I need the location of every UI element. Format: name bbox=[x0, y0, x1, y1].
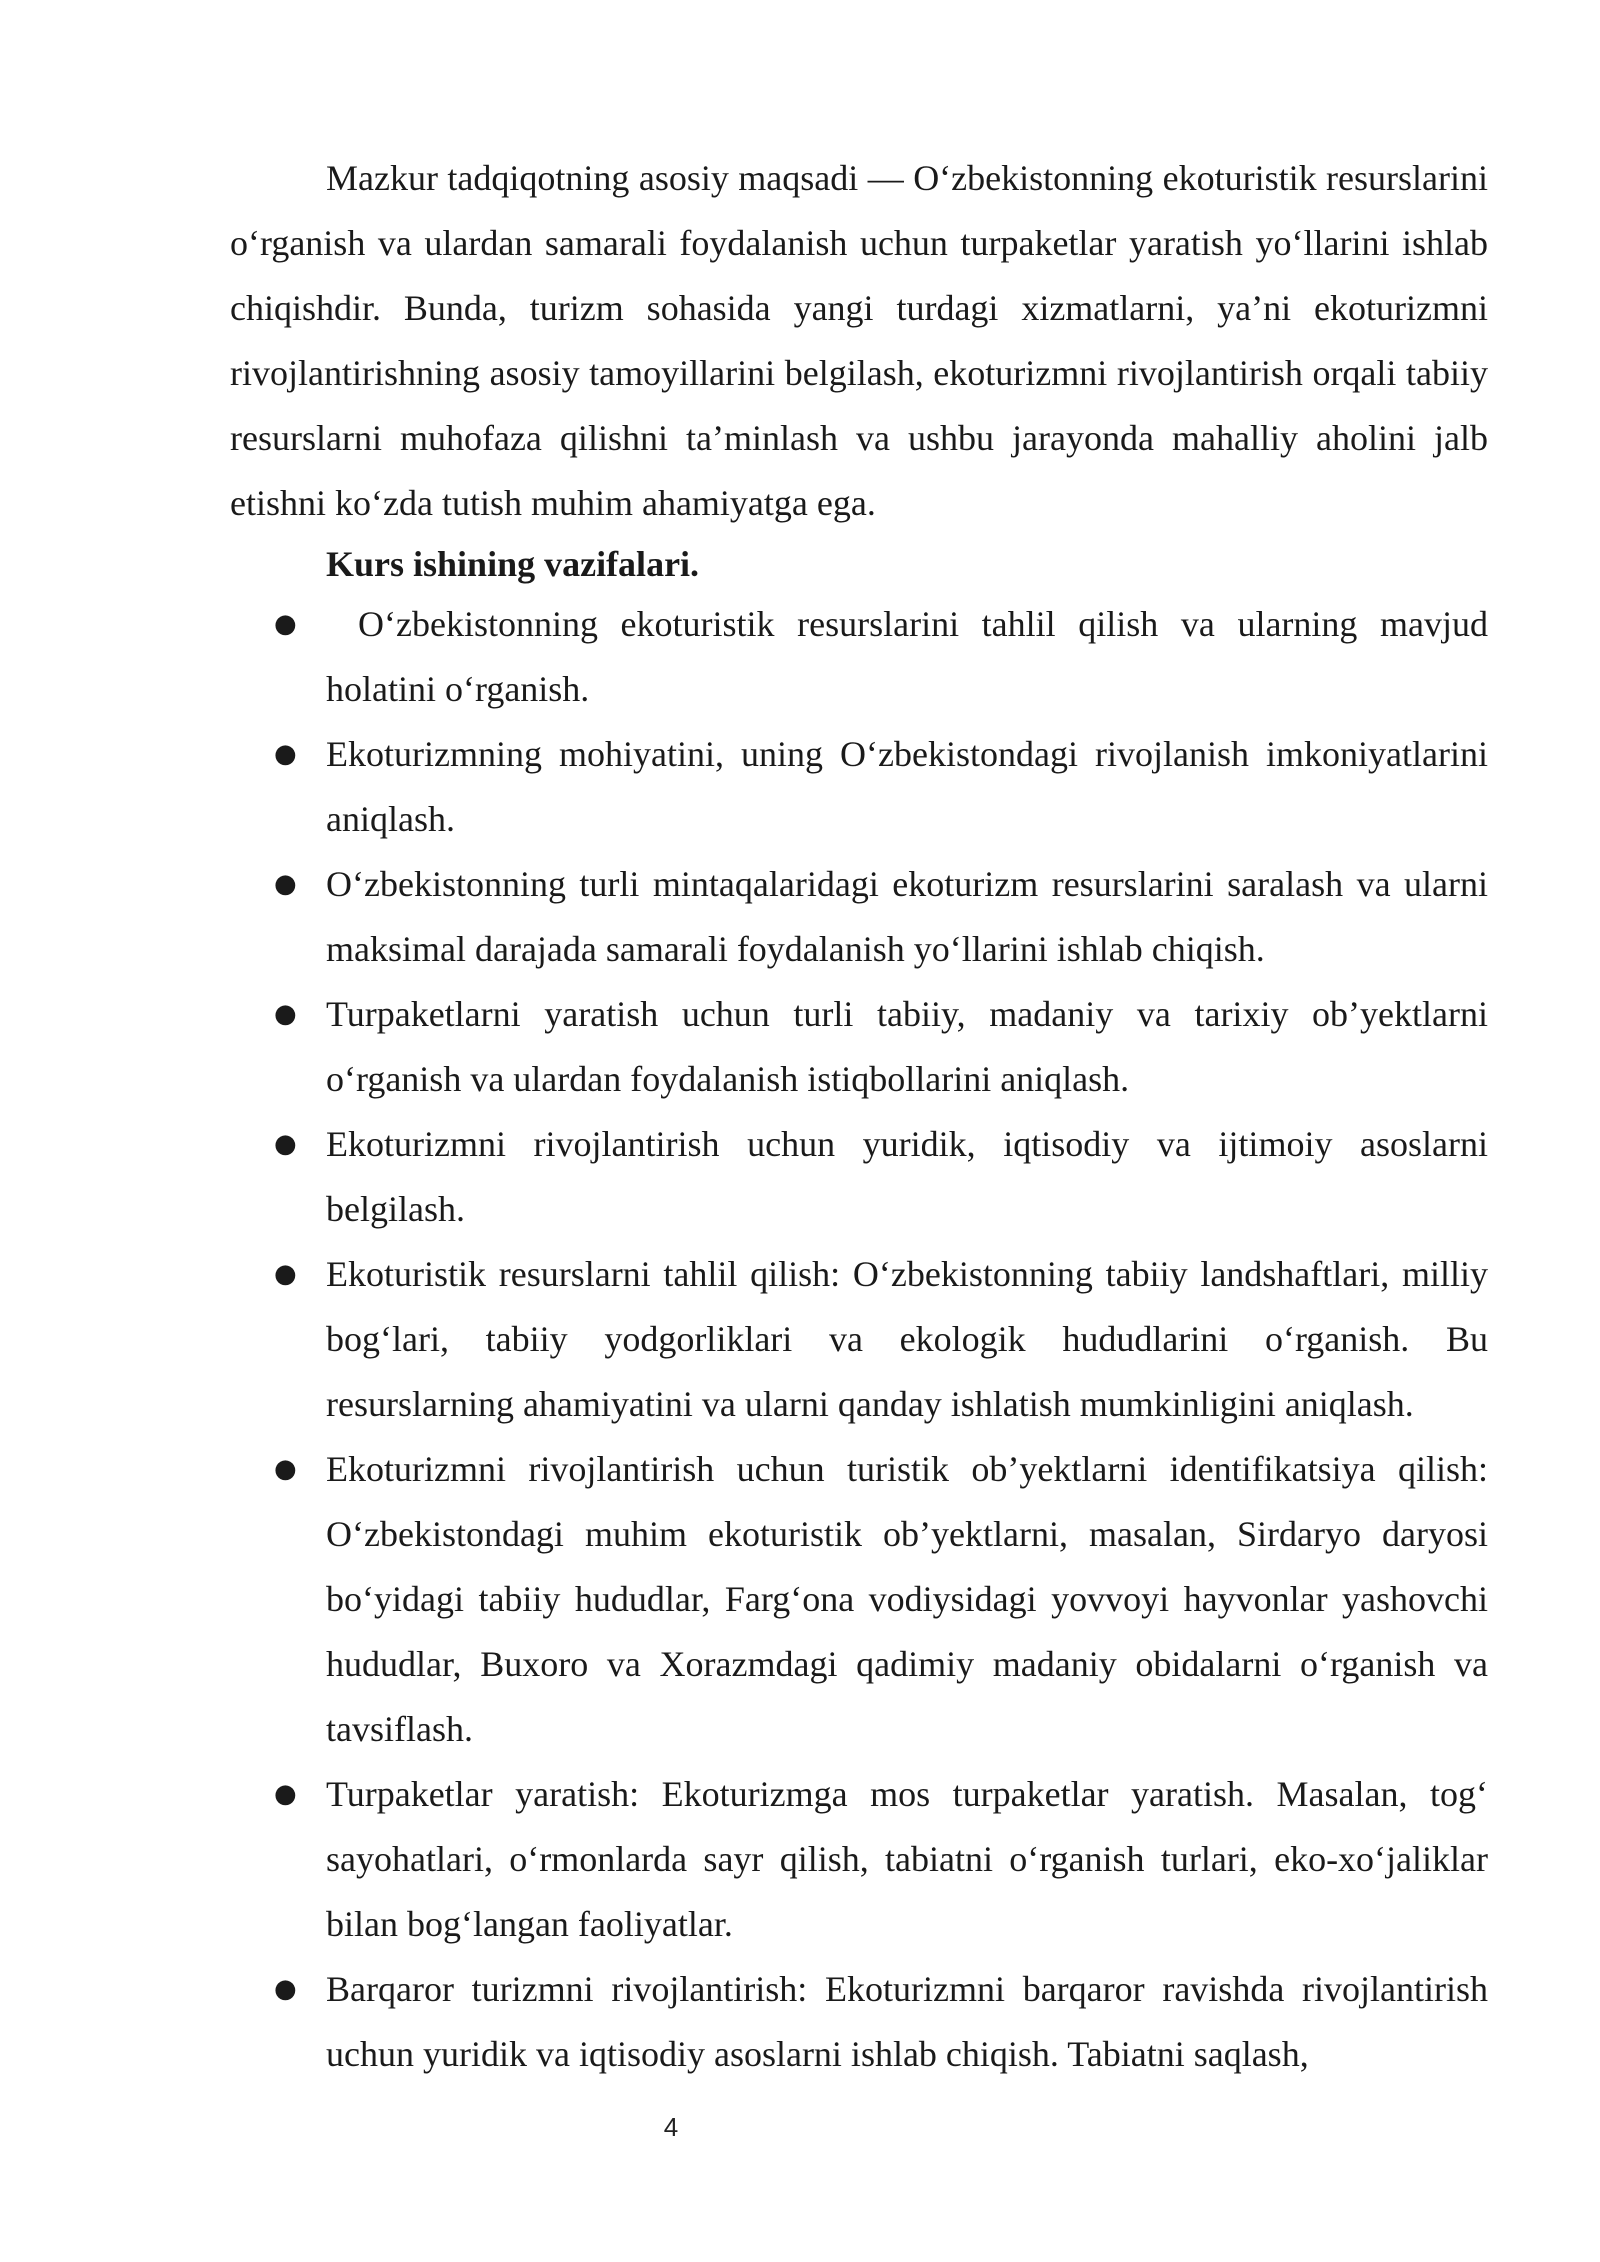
bullet-icon: ● bbox=[274, 609, 297, 639]
bullet-icon: ● bbox=[274, 1779, 297, 1809]
list-item-text: Turpaketlarni yaratish uchun turli tabiiy, madaniy va tarixiy ob’yektlarni o‘rganish va ulardan foydalanish istiqbollarini aniqlash. bbox=[326, 994, 1488, 1099]
list-item bbox=[230, 1242, 1488, 1437]
list-item bbox=[230, 852, 1488, 982]
list-item-text: Ekoturizmning mohiyatini, uning O‘zbekistondagi rivojlanish imkoniyatlarini aniqlash. bbox=[326, 734, 1488, 839]
tasks-list bbox=[230, 592, 1488, 2087]
bullet-icon: ● bbox=[274, 739, 297, 769]
intro-paragraph: Mazkur tadqiqotning asosiy maqsadi — O‘zbekistonning ekoturistik resurslarini o‘rganish va ulardan samarali foydalanish uchun turpaketlar yaratish yo‘llarini ishlab chiqishdir. Bunda, turizm sohasida yangi turdagi xizmatlarni, ya’ni ekoturizmni rivojlantirishning asosiy tamoyillarini belgilash, ekoturizmni rivojlantirish orqali tabiiy resurslarni muhofaza qilishni ta’minlash va ushbu jarayonda mahalliy aholini jalb etishni ko‘zda tutish muhim ahamiyatga ega. bbox=[230, 158, 1488, 523]
list-item bbox=[230, 982, 1488, 1112]
list-item-text: Ekoturizmni rivojlantirish uchun turistik ob’yektlarni identifikatsiya qilish: O‘zbekistondagi muhim ekoturistik ob’yektlarni, masalan, Sirdaryo daryosi bo‘yidagi tabiiy hududlar, Farg‘ona vodiysidagi yovvoyi hayvonlar yashovchi hududlar, Buxoro va Xorazmdagi qadimiy madaniy obidalarni o‘rganish va tavsiflash. bbox=[326, 1449, 1488, 1749]
list-item-text: O‘zbekistonning ekoturistik resurslarini tahlil qilish va ularning mavjud holatini o‘rganish. bbox=[326, 604, 1488, 709]
bullet-icon: ● bbox=[274, 1454, 297, 1484]
bullet-icon: ● bbox=[274, 869, 297, 899]
list-item bbox=[230, 1112, 1488, 1242]
list-item-text: Turpaketlar yaratish: Ekoturizmga mos turpaketlar yaratish. Masalan, tog‘ sayohatlari, o‘rmonlarda sayr qilish, tabiatni o‘rganish turlari, eko-xo‘jaliklar bilan bog‘langan faoliyatlar. bbox=[326, 1774, 1488, 1944]
list-item-text: Ekoturistik resurslarni tahlil qilish: O‘zbekistonning tabiiy landshaftlari, milliy bog‘lari, tabiiy yodgorliklari va ekologik hududlarini o‘rganish. Bu resurslarning ahamiyatini va ularni qanday ishlatish mumkinligini aniqlash. bbox=[326, 1254, 1488, 1424]
list-item-text: Barqaror turizmni rivojlantirish: Ekoturizmni barqaror ravishda rivojlantirish uchun yuridik va iqtisodiy asoslarni ishlab chiqish. Tabiatni saqlash, bbox=[326, 1969, 1488, 2074]
bullet-icon: ● bbox=[274, 999, 297, 1029]
bullet-icon: ● bbox=[274, 1259, 297, 1289]
bullet-icon: ● bbox=[274, 1974, 297, 2004]
list-item bbox=[230, 592, 1488, 722]
bullet-icon: ● bbox=[274, 1129, 297, 1159]
page-content bbox=[230, 146, 1488, 2087]
list-item bbox=[230, 1437, 1488, 1762]
list-item bbox=[230, 1957, 1488, 2087]
list-item bbox=[230, 722, 1488, 852]
list-item-text: Ekoturizmni rivojlantirish uchun yuridik, iqtisodiy va ijtimoiy asoslarni belgilash. bbox=[326, 1124, 1488, 1229]
page-number: 4 bbox=[663, 2112, 679, 2142]
list-item bbox=[230, 1762, 1488, 1957]
section-heading: Kurs ishining vazifalari. bbox=[326, 544, 700, 584]
list-item-text: O‘zbekistonning turli mintaqalaridagi ekoturizm resurslarini saralash va ularni maksimal darajada samarali foydalanish yo‘llarini ishlab chiqish. bbox=[326, 864, 1488, 969]
